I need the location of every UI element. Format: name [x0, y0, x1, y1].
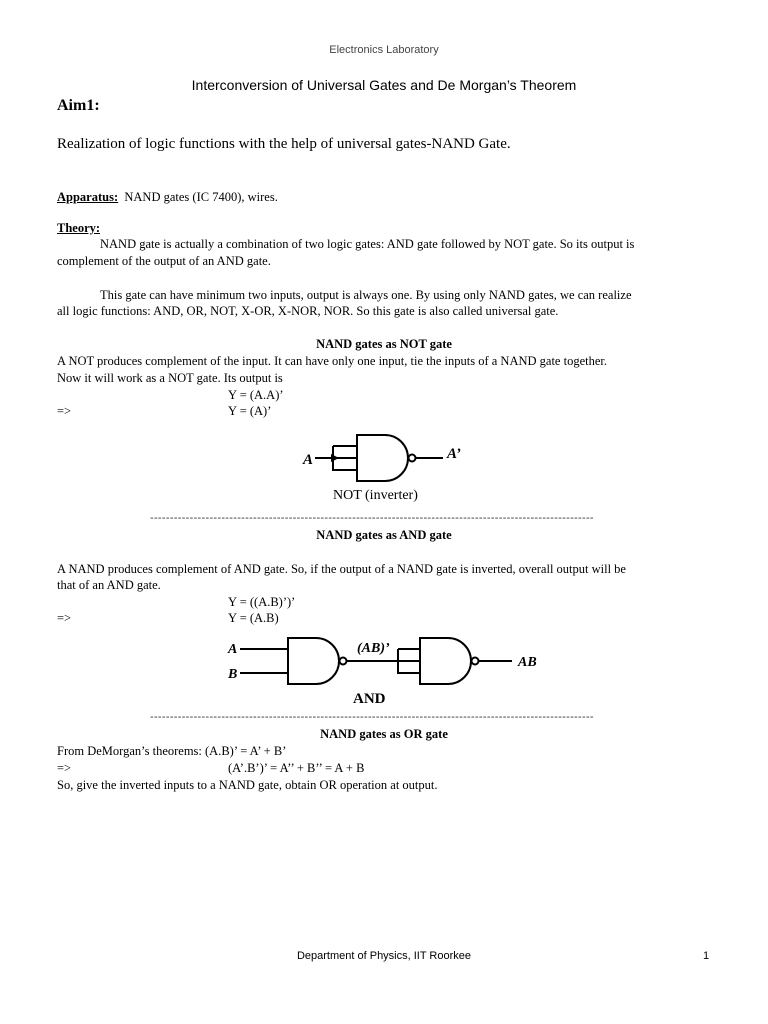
or-arrow: =>: [57, 761, 72, 775]
aim-label: Aim1:: [57, 97, 100, 114]
not-section-line2: Now it will work as a NOT gate. Its output is: [57, 371, 283, 385]
or-section-line2: So, give the inverted inputs to a NAND gate, obtain OR operation at output.: [57, 778, 438, 792]
and-arrow: =>: [57, 611, 72, 625]
and-section-line2: that of an AND gate.: [57, 578, 161, 592]
not-output-label: A’: [447, 446, 461, 462]
not-gate-diagram: [295, 425, 475, 505]
or-section-line1: From DeMorgan’s theorems: (A.B)’ = A’ + B’: [57, 744, 287, 758]
and-input-b-label: B: [228, 667, 238, 682]
not-section-heading: NAND gates as NOT gate: [316, 337, 452, 351]
footer-department: Department of Physics, IIT Roorkee: [296, 950, 472, 962]
apparatus-label: Apparatus:: [57, 190, 119, 204]
not-caption: NOT (inverter): [333, 488, 418, 503]
and-section-line1: A NAND produces complement of AND gate. So, if the output of a NAND gate is inverted, overall output will be: [57, 562, 626, 576]
and-caption: AND: [353, 691, 386, 707]
theory-p2-line1: This gate can have minimum two inputs, output is always one. By using only NAND gates, we can realize: [100, 288, 632, 302]
and-equation-1: Y = ((A.B)’)’: [228, 595, 296, 609]
apparatus-text: NAND gates (IC 7400), wires.: [124, 190, 278, 204]
theory-label: Theory:: [57, 221, 101, 235]
apparatus-line: [57, 189, 278, 206]
theory-p2-line2: all logic functions: AND, OR, NOT, X-OR, X-NOR, NOR. So this gate is also called universal gate.: [57, 304, 559, 318]
separator-1: ----------------------------------------------------------------------------------------------------------------: [150, 512, 594, 524]
and-equation-2: Y = (A.B): [228, 611, 279, 625]
or-section-heading: NAND gates as OR gate: [320, 727, 448, 741]
not-equation-2: Y = (A)’: [228, 404, 272, 418]
not-equation-1: Y = (A.A)’: [228, 388, 284, 402]
not-arrow: =>: [57, 404, 72, 418]
separator-2: ----------------------------------------------------------------------------------------------------------------: [150, 711, 594, 723]
and-section-heading: NAND gates as AND gate: [316, 528, 452, 542]
not-section-line1: A NOT produces complement of the input. It can have only one input, tie the inputs of a NAND gate together.: [57, 354, 607, 368]
page-number: 1: [703, 950, 710, 962]
page-title: Interconversion of Universal Gates and De Morgan’s Theorem: [191, 77, 577, 93]
not-input-label: A: [303, 452, 314, 468]
and-mid-label: (AB)’: [357, 641, 390, 656]
aim-text: Realization of logic functions with the help of universal gates-NAND Gate.: [57, 136, 511, 152]
and-output-label: AB: [518, 655, 537, 670]
theory-p1-line2: complement of the output of an AND gate.: [57, 254, 271, 268]
page-header: Electronics Laboratory: [329, 44, 439, 56]
and-input-a-label: A: [228, 642, 238, 657]
and-gate-diagram: [220, 628, 560, 710]
or-equation: (A’.B’)’ = A’’ + B’’ = A + B: [228, 761, 365, 775]
theory-p1-line1: NAND gate is actually a combination of two logic gates: AND gate followed by NOT gate. So its output is: [100, 237, 635, 251]
